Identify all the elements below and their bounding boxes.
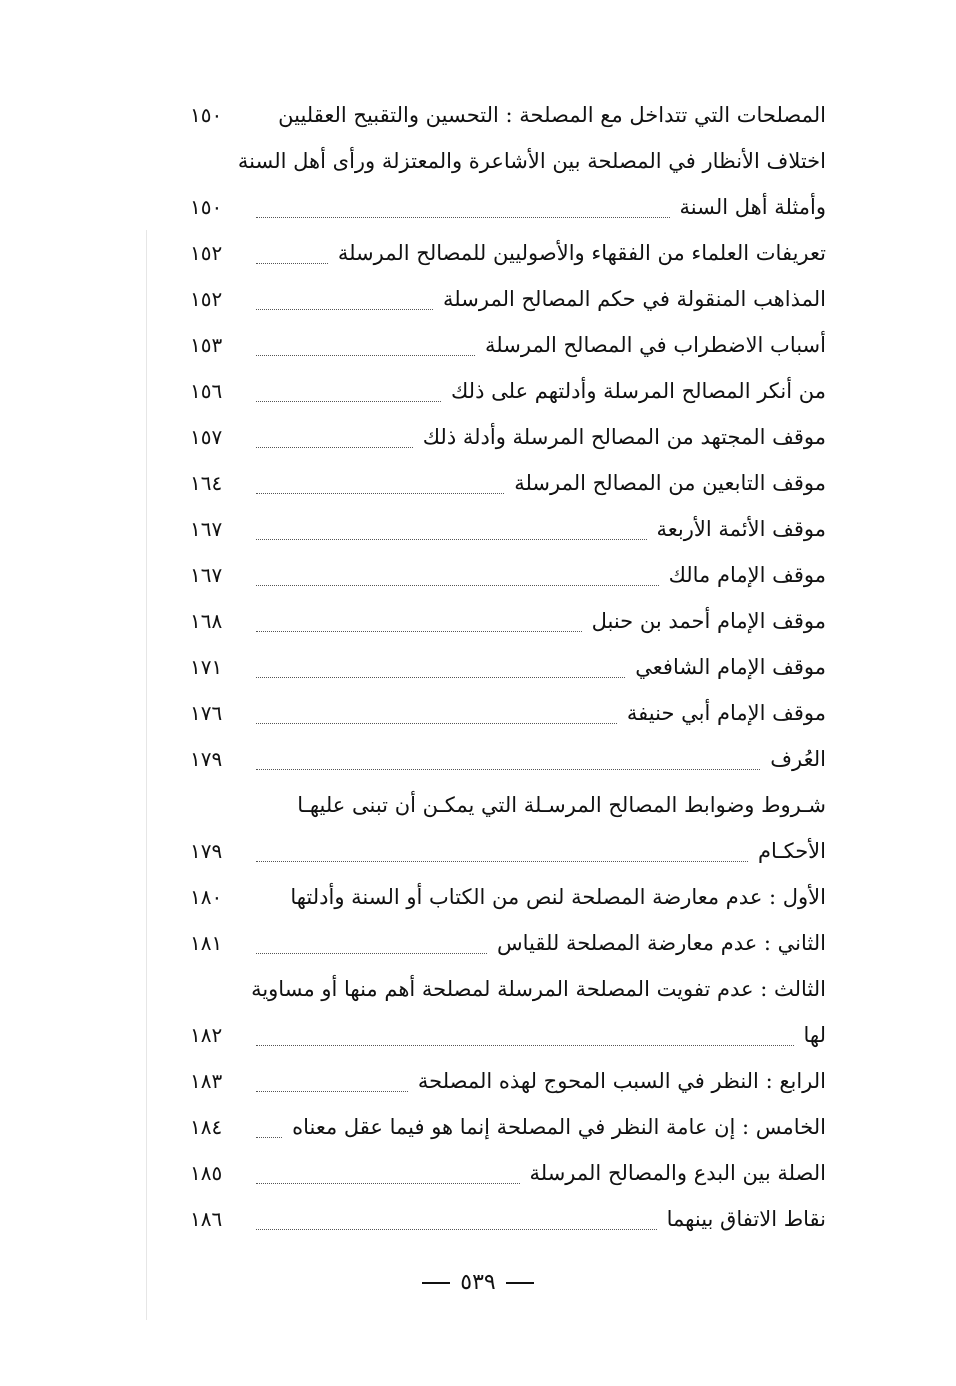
dot-leader — [256, 400, 441, 402]
toc-entry — [190, 92, 826, 138]
toc-entry — [190, 414, 826, 460]
dot-leader — [256, 1136, 282, 1138]
toc-entry-title: تعريفات العلماء من الفقهاء والأصوليين للمصالح المرسلة — [337, 241, 826, 265]
toc-entry — [190, 920, 826, 966]
toc-entry — [190, 1104, 826, 1150]
toc-entry — [190, 736, 826, 782]
footer-dash-right — [422, 1282, 450, 1284]
page-number: ٥٣٩ — [460, 1270, 496, 1295]
toc-entry-title: موقف الأئمة الأربعة — [656, 517, 826, 541]
dot-leader — [256, 1090, 408, 1092]
toc-entry-page: ١٨٥ — [190, 1161, 223, 1185]
toc-entry — [190, 322, 826, 368]
dot-leader — [256, 354, 475, 356]
toc-entry — [190, 184, 826, 230]
toc-entry-page: ١٦٧ — [190, 563, 223, 587]
toc-entry-title: شـروط وضوابط المصالح المرسـلة التي يمكـن أن تبنى عليهـا — [297, 793, 826, 817]
toc-entry — [190, 1196, 826, 1242]
toc-entry-page: ١٨٦ — [190, 1207, 223, 1231]
dot-leader — [256, 630, 582, 632]
toc-entry-page: ١٥٧ — [190, 425, 223, 449]
toc-entry-title: الخامس : إن عامة النظر في المصلحة إنما هو فيما عقل معناه — [292, 1115, 826, 1139]
toc-entry — [190, 782, 826, 828]
dot-leader — [256, 722, 617, 724]
toc-entry — [190, 552, 826, 598]
toc-entry-page: ١٥٣ — [190, 333, 223, 357]
footer-dash-left — [506, 1282, 534, 1284]
dot-leader — [256, 262, 328, 264]
dot-leader — [256, 584, 659, 586]
dot-leader — [256, 308, 433, 310]
dot-leader — [256, 216, 670, 218]
toc-entry-page: ١٨٤ — [190, 1115, 223, 1139]
toc-entry-title: الثالث : عدم تفويت المصلحة المرسلة لمصلحة أهم منها أو مساوية — [251, 977, 826, 1001]
toc-entry — [190, 828, 826, 874]
toc-entry — [190, 276, 826, 322]
toc-entry-title: لها — [803, 1023, 826, 1047]
toc-entry — [190, 598, 826, 644]
dot-leader — [256, 1182, 520, 1184]
toc-entry-title: موقف المجتهد من المصالح المرسلة وأدلة ذلك — [422, 425, 826, 449]
toc-entry — [190, 644, 826, 690]
toc-entry — [190, 138, 826, 184]
toc-entry-title: موقف الإمام الشافعي — [635, 655, 826, 679]
dot-leader — [256, 860, 748, 862]
toc-entry-title: نقاط الاتفاق بينهما — [666, 1207, 826, 1231]
dot-leader — [256, 446, 413, 448]
dot-leader — [256, 952, 487, 954]
dot-leader — [256, 492, 504, 494]
dot-leader — [256, 538, 647, 540]
toc-entry-page: ١٥٢ — [190, 241, 223, 265]
toc-entry — [190, 368, 826, 414]
toc-entry-title: الصلة بين البدع والمصالح المرسلة — [529, 1161, 826, 1185]
toc-entry-title: من أنكر المصالح المرسلة وأدلتهم على ذلك — [450, 379, 826, 403]
toc-entry-title: موقف التابعين من المصالح المرسلة — [514, 471, 826, 495]
page-footer — [0, 1270, 956, 1295]
toc-entry-title: موقف الإمام مالك — [668, 563, 826, 587]
toc-entry-title: المذاهب المنقولة في حكم المصالح المرسلة — [443, 287, 826, 311]
dot-leader — [256, 676, 625, 678]
toc-entry-page: ١٥٢ — [190, 287, 223, 311]
toc-entry — [190, 690, 826, 736]
toc-entry-title: أسباب الاضطراب في المصالح المرسلة — [485, 333, 826, 357]
toc-entry-page: ١٧٩ — [190, 839, 223, 863]
toc-entry-page: ١٥٠ — [190, 195, 223, 219]
toc-entry-title: المصلحات التي تتداخل مع المصلحة : التحسين والتقبيح العقليين — [278, 103, 826, 127]
table-of-contents — [190, 92, 826, 1242]
toc-entry-page: ١٧١ — [190, 655, 223, 679]
toc-entry — [190, 460, 826, 506]
toc-entry — [190, 1012, 826, 1058]
toc-entry-title: موقف الإمام أحمد بن حنبل — [591, 609, 826, 633]
toc-entry-page: ١٧٩ — [190, 747, 223, 771]
toc-entry — [190, 1150, 826, 1196]
toc-entry-title: موقف الإمام أبي حنيفة — [626, 701, 826, 725]
toc-entry-page: ١٨٠ — [190, 885, 223, 909]
toc-entry-page: ١٦٤ — [190, 471, 223, 495]
toc-entry — [190, 230, 826, 276]
toc-entry-page: ١٨١ — [190, 931, 223, 955]
toc-entry-title: العُرف — [770, 747, 826, 771]
toc-entry-page: ١٥٠ — [190, 103, 223, 127]
toc-entry-page: ١٧٦ — [190, 701, 223, 725]
toc-entry — [190, 1058, 826, 1104]
dot-leader — [256, 768, 760, 770]
toc-entry-page: ١٥٦ — [190, 379, 223, 403]
toc-entry — [190, 506, 826, 552]
scan-margin-line — [146, 230, 147, 1320]
toc-entry-page: ١٨٢ — [190, 1023, 223, 1047]
toc-entry-title: الأحكـام — [758, 839, 826, 863]
toc-entry — [190, 966, 826, 1012]
toc-entry-title: اختلاف الأنظار في المصلحة بين الأشاعرة والمعتزلة ورأى أهل السنة — [237, 149, 826, 173]
toc-entry-title: الأول : عدم معارضة المصلحة لنص من الكتاب أو السنة وأدلتها — [290, 885, 826, 909]
toc-entry-page: ١٦٨ — [190, 609, 223, 633]
toc-entry-page: ١٦٧ — [190, 517, 223, 541]
toc-entry-title: الثاني : عدم معارضة المصلحة للقياس — [496, 931, 826, 955]
toc-entry — [190, 874, 826, 920]
toc-entry-page: ١٨٣ — [190, 1069, 223, 1093]
dot-leader — [256, 1228, 657, 1230]
toc-entry-title: الرابع : النظر في السبب المحوج لهذه المصلحة — [417, 1069, 826, 1093]
dot-leader — [256, 1044, 794, 1046]
toc-entry-title: وأمثلة أهل السنة — [679, 195, 826, 219]
